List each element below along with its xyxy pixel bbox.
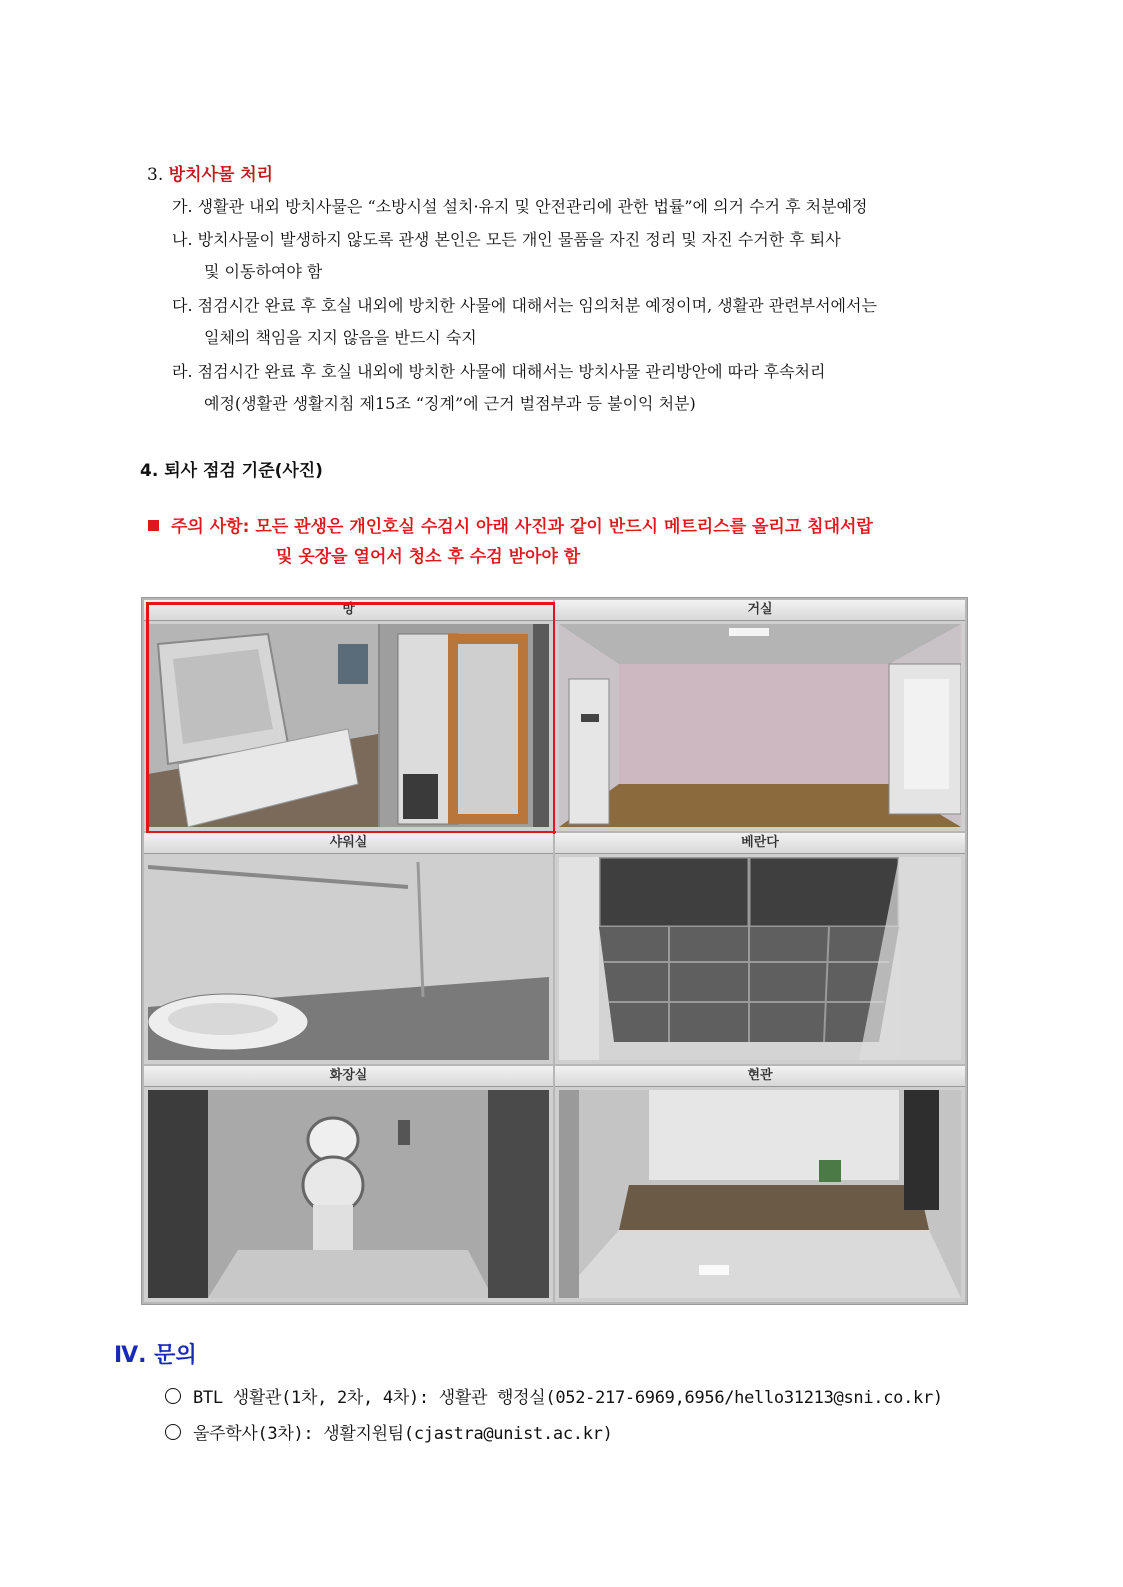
inspection-photo-grid <box>141 597 968 1305</box>
warning-line-2: 및 옷장을 열어서 청소 후 수검 받아야 함 <box>276 547 581 567</box>
entrance-photo <box>559 1090 961 1298</box>
item-text: 점검시간 완료 후 호실 내외에 방치한 사물에 대해서는 방치사물 관리방안에 따라 후속처리 <box>197 362 826 381</box>
section3-item-ra <box>172 356 1002 420</box>
photo-cell-veranda <box>555 833 965 1064</box>
photo-caption: 화장실 <box>144 1066 553 1087</box>
item-text-continued: 및 이동하여야 함 <box>204 262 323 281</box>
item-marker: 라. <box>172 362 193 381</box>
contact-text: 울주학사(3차): 생활지원팀(cjastra@unist.ac.kr) <box>193 1424 613 1444</box>
item-marker: 나. <box>172 230 193 249</box>
section5-heading: Ⅳ. 문의 <box>114 1343 197 1368</box>
photo-caption: 거실 <box>555 600 965 621</box>
photo-cell-living-room <box>555 600 965 831</box>
photo-cell-entrance <box>555 1066 965 1302</box>
item-text-continued: 일체의 책임을 지지 않음을 반드시 숙지 <box>204 328 477 347</box>
warning-notice <box>148 512 1008 572</box>
living-room-photo <box>559 624 961 827</box>
section3-item-da <box>172 290 1002 354</box>
photo-cell-toilet <box>144 1066 553 1302</box>
circle-bullet-icon <box>165 1388 181 1404</box>
item-text: 생활관 내외 방치사물은 “소방시설 설치·유지 및 안전관리에 관한 법률”에 의거 수거 후 처분예정 <box>197 197 868 216</box>
photo-cell-bedroom <box>144 600 553 831</box>
section3-heading <box>147 160 273 185</box>
item-marker: 다. <box>172 296 193 315</box>
circle-bullet-icon <box>165 1424 181 1440</box>
photo-caption: 현관 <box>555 1066 965 1087</box>
contact-text: BTL 생활관(1차, 2차, 4차): 생활관 행정실(052-217-6969,6956/hello31213@sni.co.kr) <box>193 1388 943 1408</box>
contact-ulju <box>165 1419 613 1444</box>
photo-cell-shower-room <box>144 833 553 1064</box>
section4-heading: 4. 퇴사 점검 기준(사진) <box>140 461 323 481</box>
section3-item-ga <box>172 191 1002 223</box>
section3-item-na <box>172 224 1002 288</box>
section3-title: 방치사물 처리 <box>168 165 274 185</box>
photo-caption: 베란다 <box>555 833 965 854</box>
toilet-photo <box>148 1090 549 1298</box>
bedroom-photo <box>148 624 549 827</box>
photo-caption: 샤워실 <box>144 833 553 854</box>
veranda-photo <box>559 857 961 1060</box>
photo-caption: 방 <box>144 600 553 621</box>
black-square-bullet-icon <box>148 520 159 531</box>
item-text: 점검시간 완료 후 호실 내외에 방치한 사물에 대해서는 임의처분 예정이며, 생활관 관련부서에서는 <box>197 296 877 315</box>
contact-btl <box>165 1383 943 1408</box>
item-marker: 가. <box>172 197 193 216</box>
section3-number: 3. <box>147 165 164 185</box>
warning-line-1: 주의 사항: 모든 관생은 개인호실 수검시 아래 사진과 같이 반드시 메트리스를 올리고 침대서랍 <box>171 517 873 537</box>
shower-room-photo <box>148 857 549 1060</box>
item-text: 방치사물이 발생하지 않도록 관생 본인은 모든 개인 물품을 자진 정리 및 자진 수거한 후 퇴사 <box>197 230 841 249</box>
item-text-continued: 예정(생활관 생활지침 제15조 “징계”에 근거 벌점부과 등 불이익 처분) <box>204 394 696 413</box>
